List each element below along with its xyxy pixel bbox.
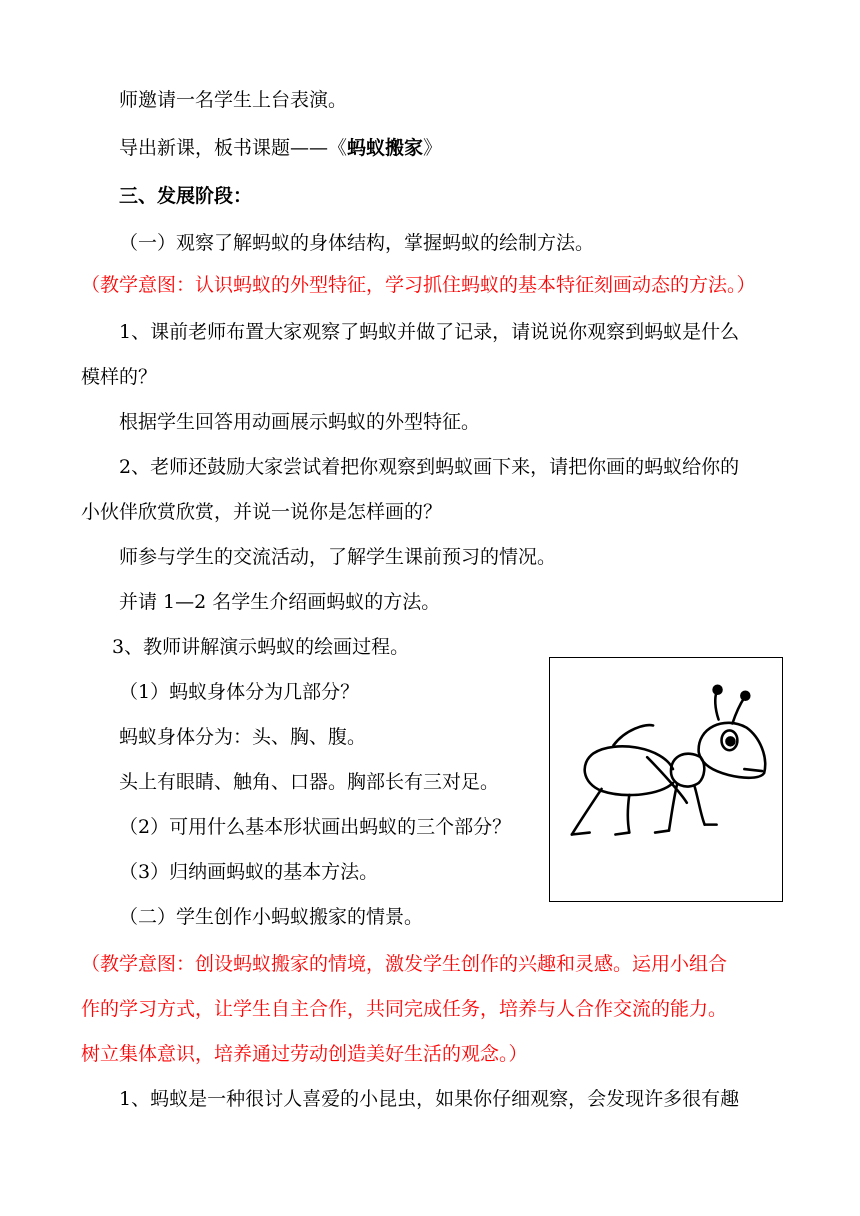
question-line: （2）可用什么基本形状画出蚂蚁的三个部分？ bbox=[119, 816, 512, 838]
text-line: 师参与学生的交流活动，了解学生课前预习的情况。 bbox=[119, 546, 557, 568]
text-line: 蚂蚁身体分为：头、胸、腹。 bbox=[119, 726, 367, 748]
lesson-title-line bbox=[119, 134, 442, 162]
question-line: （3）归纳画蚂蚁的基本方法。 bbox=[119, 861, 379, 883]
lesson-title: 蚂蚁搬家 bbox=[347, 137, 424, 159]
teaching-intent: 树立集体意识，培养通过劳动创造美好生活的观念。） bbox=[81, 1043, 528, 1065]
text-line: 小伙伴欣赏欣赏，并说一说你是怎样画的？ bbox=[81, 501, 443, 523]
text-line: 根据学生回答用动画展示蚂蚁的外型特征。 bbox=[119, 411, 481, 433]
subsection-heading: （二）学生创作小蚂蚁搬家的情景。 bbox=[119, 906, 424, 928]
ant-drawing-icon bbox=[550, 658, 782, 901]
section-heading: 三、发展阶段： bbox=[119, 185, 253, 207]
text-line: 2、老师还鼓励大家尝试着把你观察到蚂蚁画下来，请把你画的蚂蚁给你的 bbox=[119, 456, 740, 478]
teaching-intent: （教学意图：认识蚂蚁的外型特征，学习抓住蚂蚁的基本特征刻画动态的方法。） bbox=[81, 274, 756, 296]
lesson-title-suffix: 》 bbox=[423, 137, 443, 159]
ant-figure bbox=[549, 657, 783, 902]
text-line: 1、蚂蚁是一种很讨人喜爱的小昆虫，如果你仔细观察，会发现许多很有趣 bbox=[119, 1088, 740, 1110]
text-line: 3、教师讲解演示蚂蚁的绘画过程。 bbox=[112, 636, 410, 658]
subsection-heading: （一）观察了解蚂蚁的身体结构，掌握蚂蚁的绘制方法。 bbox=[119, 232, 595, 254]
lesson-title-prefix: 导出新课，板书课题——《 bbox=[119, 137, 348, 159]
text-line: 模样的？ bbox=[81, 366, 158, 388]
question-line: （1）蚂蚁身体分为几部分？ bbox=[119, 681, 360, 703]
teaching-intent: 作的学习方式，让学生自主合作，共同完成任务，培养与人合作交流的能力。 bbox=[81, 998, 728, 1020]
text-line: 1、课前老师布置大家观察了蚂蚁并做了记录，请说说你观察到蚂蚁是什么 bbox=[119, 321, 740, 343]
text-line: 头上有眼睛、触角、口器。胸部长有三对足。 bbox=[119, 771, 500, 793]
text-line: 师邀请一名学生上台表演。 bbox=[119, 89, 348, 111]
text-line: 并请 1—2 名学生介绍画蚂蚁的方法。 bbox=[119, 591, 441, 613]
teaching-intent: （教学意图：创设蚂蚁搬家的情境，激发学生创作的兴趣和灵感。运用小组合 bbox=[81, 953, 728, 975]
